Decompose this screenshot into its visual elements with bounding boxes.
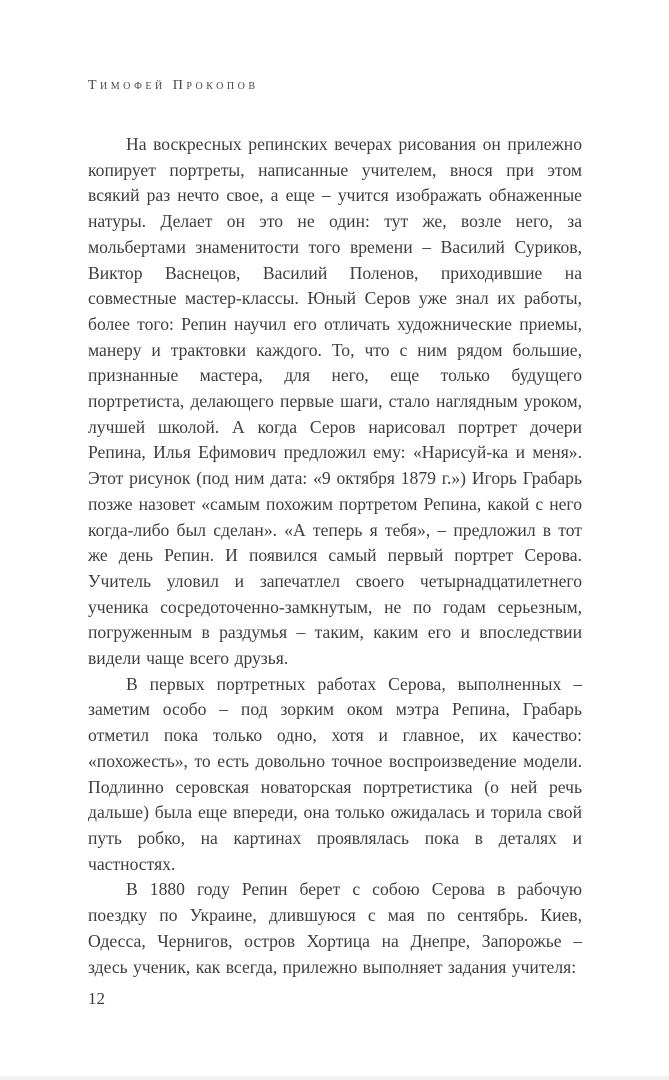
page-number: 12 [88,989,105,1008]
paragraph: На воскресных репинских вечерах рисования он прилежно копирует портреты, написанные учителем, внося при этом всякий раз нечто свое, а еще – учится изображать обнаженные натуры. Делает он это не один: тут же, возле него, за мольбертами знаменитости того времени – Василий Суриков, Виктор Васнецов, Василий Поленов, приходившие на совместные мастер-классы. Юный Серов уже знал их работы, более того: Репин научил его отличать художнические приемы, манеру и трактовки каждого. То, что с ним рядом большие, признанные мастера, для него, еще только будущего портретиста, делающего первые шаги, стало наглядным уроком, лучшей школой. А когда Серов нарисовал портрет дочери Репина, Илья Ефимович предложил ему: «Нарисуй-ка и меня». Этот рисунок (под ним дата: «9 октября 1879 г.») Игорь Грабарь позже назовет «самым похожим портретом Репина, какой с него когда-либо был сделан». «А теперь я тебя», – предложил в тот же день Репин. И появился самый первый портрет Серова. Учитель уловил и запечатлел своего четырнадцатилетнего ученика сосредоточенно-замкнутым, не по годам серьезным, погруженным в раздумья – таким, каким его и впоследствии видели чаще всего друзья. [88,134,582,669]
running-header-author: Тимофей Прокопов [88,78,259,93]
page-body-text [88,132,582,980]
paragraph: В первых портретных работах Серова, выполненных – заметим особо – под зорким оком мэтра Репина, Грабарь отметил пока только одно, хотя и главное, их качество: «похожесть», то есть довольно точное воспроизведение модели. Подлинно серовская новаторская портретистика (о ней речь дальше) была еще впереди, она только ожидалась и торила свой путь робко, на картинах проявлялась пока в деталях и частностях. [88,673,582,874]
paragraph: В 1880 году Репин берет с собою Серова в рабочую поездку по Украине, длившуюся с мая по сентябрь. Киев, Одесса, Чернигов, остров Хортица на Днепре, Запорожье – здесь ученик, как всегда, прилежно выполняет задания учителя: [88,879,582,977]
